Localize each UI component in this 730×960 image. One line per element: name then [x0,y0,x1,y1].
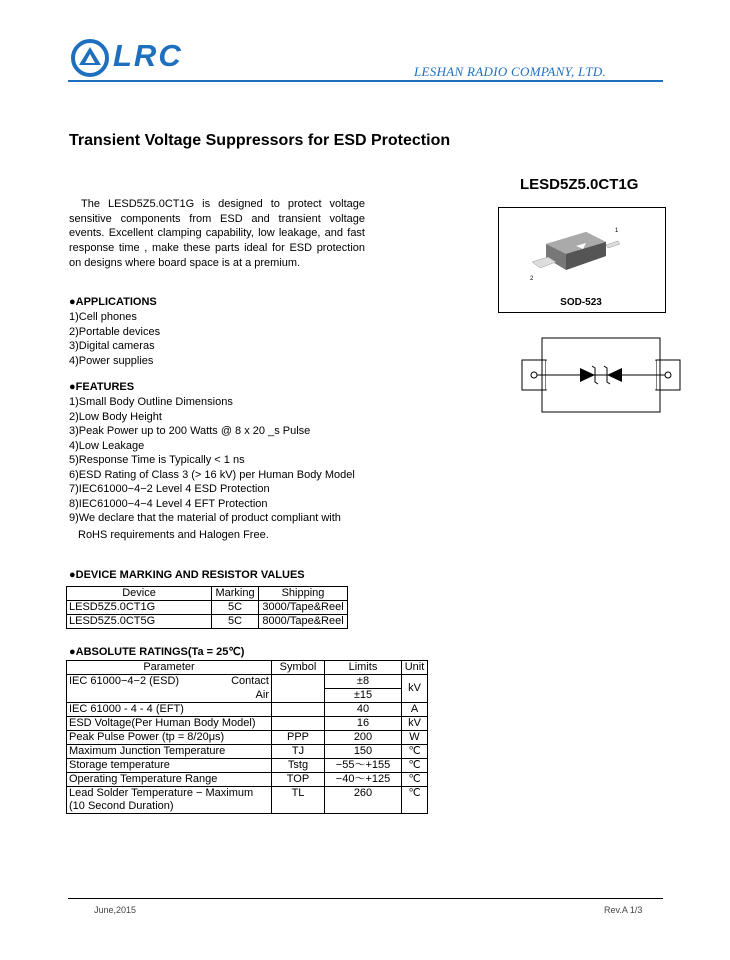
table-cell: Operating Temperature Range [67,773,272,787]
tvs-diode-schematic [520,330,682,420]
table-cell: ℃ [402,745,428,759]
list-item: 2)Portable devices [69,325,161,338]
package-label: SOD-523 [560,297,602,308]
table-cell: Tstg [272,759,325,773]
table-row [67,745,428,759]
table-header: Symbol [272,661,325,675]
table-cell [272,675,325,703]
table-cell: TL [272,787,325,814]
table-cell: kV [402,717,428,731]
table-cell: ℃ [402,759,428,773]
table-cell: LESD5Z5.0CT5G [67,615,212,629]
table-cell: Peak Pulse Power (tp = 8/20μs) [67,731,272,745]
page-title: Transient Voltage Suppressors for ESD Protection [69,132,451,149]
table-cell: −40～+125 [325,773,402,787]
table-cell: 8000/Tape&Reel [259,615,348,629]
features-heading: ●FEATURES [69,381,135,393]
list-item: 5)Response Time is Typically < 1 ns [69,454,245,466]
features-list [69,395,355,542]
table-cell: ESD Voltage(Per Human Body Model) [67,717,272,731]
description [69,197,365,271]
table-cell: Storage temperature [67,759,272,773]
list-item: 3)Peak Power up to 200 Watts @ 8 x 20 _s Pulse [69,425,311,437]
table-header: Unit [402,661,428,675]
table-row [67,731,428,745]
list-item: 2)Low Body Height [69,410,162,423]
table-row [67,689,428,703]
table-cell: 150 [325,745,402,759]
list-item: 4)Low Leakage [69,439,145,452]
lrc-logo-icon [70,38,110,78]
esd-contact: Contact [231,675,269,688]
table-cell: 40 [325,703,402,717]
table-cell: −55～+155 [325,759,402,773]
description-text: The LESD5Z5.0CT1G is designed to protect voltage sensitive components from ESD and transient voltage events. Excellent clamping capability, low leakage, and fast response time , make these parts ideal for ESD protection on designs where board space is at a premium. [69,198,365,269]
header-rule [68,80,663,82]
company-name: LESHAN RADIO COMPANY, LTD. [414,64,607,79]
part-number: LESD5Z5.0CT1G [520,176,639,193]
table-cell: W [402,731,428,745]
table-row [67,759,428,773]
table-row [67,601,348,615]
table-header: Limits [325,661,402,675]
table-header: Shipping [259,587,348,601]
list-item: 7)IEC61000−4−2 Level 4 ESD Protection [69,483,270,495]
list-item: 3)Digital cameras [69,340,155,352]
table-row [67,717,428,731]
table-header: Device [67,587,212,601]
table-cell: 260 [325,787,402,814]
table-cell: TOP [272,773,325,787]
footer-rule [68,898,663,899]
table-row [67,787,428,814]
table-cell: A [402,703,428,717]
marking-table [66,586,348,629]
table-cell: 200 [325,731,402,745]
table-row [67,615,348,629]
ratings-heading: ●ABSOLUTE RATINGS(Ta = 25℃) [69,646,245,658]
list-item: 1)Small Body Outline Dimensions [69,396,233,408]
applications-heading: ●APPLICATIONS [69,296,157,308]
table-cell: 5C [212,615,259,629]
esd-param: IEC 61000−4−2 (ESD) [69,675,180,688]
applications-list [69,310,160,368]
table-cell: IEC 61000 - 4 - 4 (EFT) [67,703,272,717]
table-cell: 5C [212,601,259,615]
logo-text: LRC [113,38,183,73]
table-row [67,675,428,689]
footer-revision: Rev.A 1/3 [604,905,643,915]
table-cell: kV [402,675,428,703]
table-row [67,773,428,787]
table-cell: Maximum Junction Temperature [67,745,272,759]
table-cell: 16 [325,717,402,731]
table-header-row [67,661,428,675]
list-item: 9)We declare that the material of product compliant with [69,512,341,524]
table-cell [67,675,272,689]
table-cell [272,717,325,731]
table-cell: ±8 [325,675,402,689]
lead-solder-label: Lead Solder Temperature − Maximum [69,787,254,799]
list-item: 6)ESD Rating of Class 3 (> 16 kV) per Human Body Model [69,468,355,481]
marking-heading: ●DEVICE MARKING AND RESISTOR VALUES [69,569,305,581]
footer-date: June,2015 [94,905,137,915]
table-cell: LESD5Z5.0CT1G [67,601,212,615]
table-row [67,703,428,717]
pin1-label: 1 [615,228,619,234]
table-cell: ±15 [325,689,402,703]
list-item: 4)Power supplies [69,354,154,367]
lead-solder-note: (10 Second Duration) [69,800,174,812]
table-cell: 3000/Tape&Reel [259,601,348,615]
table-header: Marking [212,587,259,601]
list-item: 1)Cell phones [69,311,137,323]
pin2-label: 2 [530,276,534,282]
table-cell: TJ [272,745,325,759]
table-header-row [67,587,348,601]
list-item: 8)IEC61000−4−4 Level 4 EFT Protection [69,497,268,510]
table-cell: ℃ [402,773,428,787]
ratings-table [66,660,428,814]
table-cell [67,787,272,814]
package-image [528,222,628,288]
table-cell: Air [67,689,272,703]
list-item: RoHS requirements and Halogen Free. [78,528,269,541]
table-cell: ℃ [402,787,428,814]
table-cell [272,703,325,717]
table-cell: PPP [272,731,325,745]
table-header: Parameter [67,661,272,675]
